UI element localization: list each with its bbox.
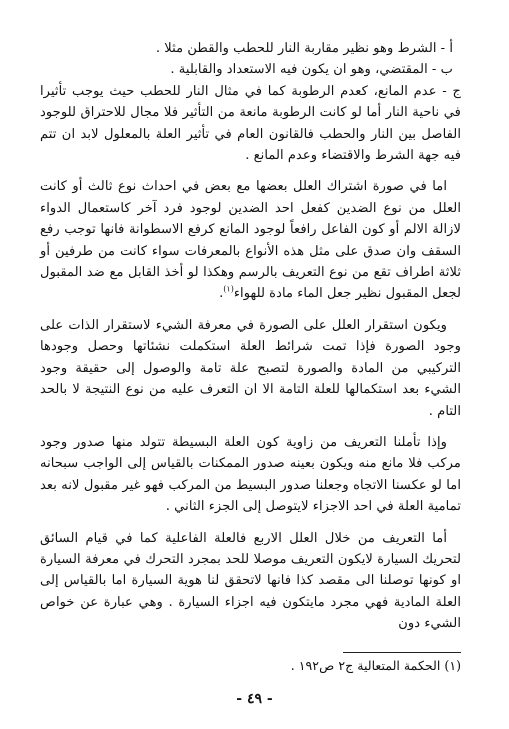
footnote: (١) الحكمة المتعالية ج٢ ص١٩٢ . — [290, 658, 461, 673]
paragraph-absence-of-obstacle: ج - عدم المانع، كعدم الرطوبة كما في مثال النار للحطب حيث يوجب تأثيرا في ناحية النار أما لو كانت الرطوبة مانعة من التأثير فلا مجال للاحتراق للوجود الفاصل بين النار والحطب فالقانون العام في تأثير العلة بالمعلول لابد ان تتم فيه جهة الشرط والاقتضاء وعدم المانع . — [40, 83, 461, 164]
paragraph-simple-cause: وإذا تأملنا التعريف من زاوية كون العلة البسيطة تتولد منها صدور وجود مركب فلا مانع منه ويكون بعينه صدور الممكنات بالقياس إلى الواجب سبحانه اما لو عكسنا الاتجاه وجعلنا صدور البسيط من المركب فهو غير مقبول لانه بعد تمامية العلة في احد الاجزاء لايتوصل إلى الجزء الثاني . — [40, 434, 461, 515]
list-item-condition: أ - الشرط وهو نظير مقاربة النار للحطب والقطن مثلا . — [155, 41, 453, 56]
list-item-requirement: ب - المقتضي، وهو ان يكون فيه الاستعداد والقابلية . — [170, 62, 453, 78]
paragraph-four-causes: أما التعريف من خلال العلل الاربع فالعلة الفاعلية كما في قيام السائق لتحريك السيارة لايكون التعريف موصلا للحد بمجرد التحرك في معرفة السيارة او كونها توصلنا الى مقصد كذا فانها لاتحقق لنا هوية السيارة اما بالقياس إلى العلة المادية فهي مجرد مايتكون فيه اجزاء السيارة . وهي عبارة عن خواص الشيء دون — [40, 530, 461, 632]
page-body — [40, 38, 461, 645]
footnote-marker: (١) — [223, 285, 234, 295]
paragraph-shared-causes — [40, 176, 461, 304]
paragraph-form-stability: ويكون استقرار العلل على الصورة في معرفة الشيء لاستقرار الذات على وجود الصورة فإذا تمت شرائط العلة استكملت نشئاتها وحصل وجودها التركيبي من المادة والصورة لتصبح علة تامة والوصول إلى حقيقة وجود الشيء بعد استكمالها للعلة التامة الا ان التعرف عليه من نوع النتيجة لا بالحد التام . — [40, 317, 461, 419]
footnote-separator — [343, 652, 461, 653]
page-number: - ٤٩ - — [236, 691, 273, 707]
paragraph-shared-causes-text: اما في صورة اشتراك العلل بعضها مع بعض في احداث نوع ثالث أو كانت العلل من نوع الضدين كفعل احد الضدين لوجود فرد آخر كاستعمال الدواء لازالة الالم أو كون الفاعل رافعاً لوجود المانع كرفع الاسطوانة فانها توجب رفع السقف وان صدق على مثل هذه الأنواع بالمعرفات سواء كانت من طرفين أو ثلاثة اطراف تقع من نوع التعريف بالرسم وهكذا لو أخذ القابل مع ضد المقبول لجعل المقبول نظير جعل الماء مادة للهواء — [40, 179, 461, 302]
paragraph-shared-causes-tail: . — [219, 286, 224, 302]
